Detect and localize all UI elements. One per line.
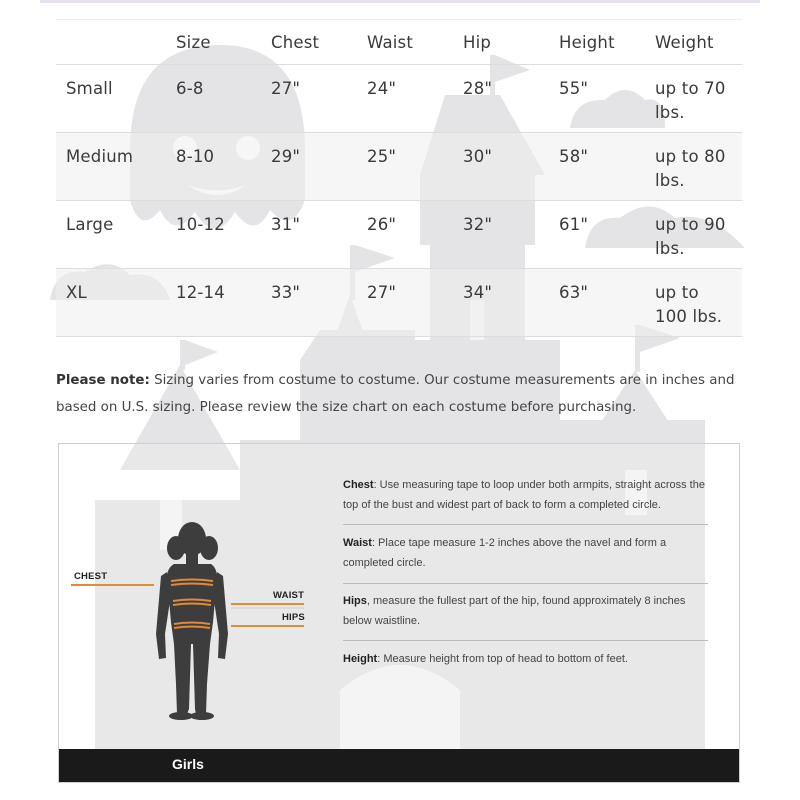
table-row [56,201,742,269]
footer-label: Girls [172,756,204,772]
hips-description [343,592,713,631]
table-cell: 27" [271,79,301,98]
table-cell: 25" [367,147,397,166]
note-label: Please note: [56,373,150,388]
table-cell: Large [66,215,114,234]
note-text: Sizing varies from costume to costume. Our costume measurements are in inches and based on U.S. sizing. Please review the size chart on each costume before purchasing. [56,373,735,415]
header-cell [56,20,166,65]
header-cell: Weight [655,33,714,52]
waist-text: : Place tape measure 1-2 inches above the navel and form a completed circle. [343,537,667,569]
header-cell: Height [559,33,615,52]
table-cell: Medium [66,147,134,166]
table-row [56,65,742,133]
chest-term: Chest [343,479,374,491]
divider [343,524,708,525]
hips-term: Hips [343,595,367,607]
table-cell: 29" [271,147,301,166]
table-cell: 12-14 [176,283,225,302]
table-cell: 61" [559,215,589,234]
table-cell: 58" [559,147,589,166]
header-cell: Size [176,33,211,52]
size-chart-table [56,19,742,337]
height-term: Height [343,653,378,665]
chest-description [343,476,713,515]
table-row [56,133,742,201]
table-header-row [56,20,742,65]
height-text: : Measure height from top of head to bottom of feet. [377,653,628,665]
girls-footer-bar [59,749,739,782]
table-cell: 33" [271,283,301,302]
table-cell: 10-12 [176,215,225,234]
header-cell: Waist [367,33,414,52]
table-cell: 27" [367,283,397,302]
table-cell: 28" [463,79,493,98]
table-cell: 26" [367,215,397,234]
table-cell: 31" [271,215,301,234]
table-cell: 55" [559,79,589,98]
measurement-guide [58,443,740,783]
table-cell: Small [66,79,113,98]
table-cell: XL [66,283,87,302]
table-cell: up to 80 lbs. [655,147,726,190]
height-description [343,650,713,670]
header-cell: Hip [463,33,492,52]
table-cell: 24" [367,79,397,98]
table-row [56,269,742,337]
hips-label: HIPS [282,612,305,623]
hips-text: , measure the fullest part of the hip, found approximately 8 inches below waistline. [343,595,686,627]
divider [343,640,708,641]
waist-term: Waist [343,537,372,549]
table-cell: 6-8 [176,79,204,98]
waist-label: WAIST [273,590,305,601]
table-cell: up to 70 lbs. [655,79,726,122]
waist-description [343,534,713,573]
table-cell: up to 90 lbs. [655,215,726,258]
sizing-note [56,367,746,421]
chest-label: CHEST [74,571,108,582]
table-cell: 34" [463,283,493,302]
divider [343,583,708,584]
table-cell: 8-10 [176,147,215,166]
table-cell: 32" [463,215,493,234]
table-cell: 63" [559,283,589,302]
chest-text: : Use measuring tape to loop under both armpits, straight across the top of the bust and widest part of back to form a completed circle. [343,479,705,511]
table-cell: up to 100 lbs. [655,283,723,326]
table-cell: 30" [463,147,493,166]
header-cell: Chest [271,33,320,52]
